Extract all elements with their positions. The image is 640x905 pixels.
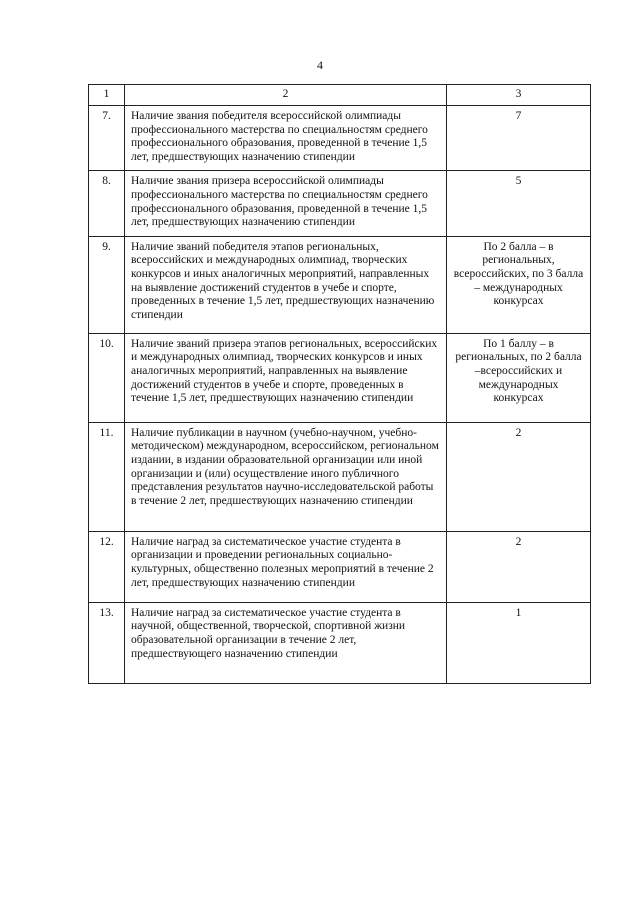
table-row <box>89 236 591 333</box>
criterion-score: 7 <box>447 106 591 171</box>
criterion-text: Наличие наград за систематическое участие студента в научной, общественной, творческой, спортивной жизни образовательной организации в течение 2 лет, предшествующего назначению стипендии <box>125 602 447 683</box>
row-number: 9. <box>89 236 125 333</box>
criterion-score: 2 <box>447 531 591 602</box>
row-number: 7. <box>89 106 125 171</box>
header-column-1: 1 <box>89 85 125 106</box>
row-number: 10. <box>89 333 125 422</box>
criterion-text: Наличие званий призера этапов региональных, всероссийских и международных олимпиад, творческих конкурсов и иных аналогичных мероприятий, направленных на выявление достижений студентов в учебе и спорте, проведенных в течение 1,5 лет, предшествующих назначению стипендии <box>125 333 447 422</box>
row-number: 8. <box>89 171 125 236</box>
criterion-text: Наличие звания победителя всероссийской олимпиады профессионального мастерства по специальностям среднего профессионального образования, проведенной в течение 1,5 лет, предшествующих назначению стипендии <box>125 106 447 171</box>
table-row <box>89 422 591 531</box>
criterion-score: 2 <box>447 422 591 531</box>
table-row <box>89 531 591 602</box>
row-number: 13. <box>89 602 125 683</box>
table-row <box>89 171 591 236</box>
page-number: 4 <box>317 58 323 72</box>
criteria-table <box>88 84 591 684</box>
header-column-3: 3 <box>447 85 591 106</box>
row-number: 11. <box>89 422 125 531</box>
table-row <box>89 333 591 422</box>
header-column-2: 2 <box>125 85 447 106</box>
table-header-row <box>89 85 591 106</box>
table-row <box>89 106 591 171</box>
criterion-score: 5 <box>447 171 591 236</box>
criterion-text: Наличие публикации в научном (учебно-научном, учебно-методическом) международном, всероссийском, региональном издании, в издании образовательной организации или иной организации и (или) осуществление иного публичного представления результатов научно-исследовательской работы в течение 2 лет, предшествующих назначению стипендии <box>125 422 447 531</box>
row-number: 12. <box>89 531 125 602</box>
criterion-text: Наличие наград за систематическое участие студента в организации и проведении региональных социально-культурных, общественно полезных мероприятий в течение 2 лет, предшествующих назначению стипендии <box>125 531 447 602</box>
table-row <box>89 602 591 683</box>
criterion-score: По 1 баллу – в региональных, по 2 балла –всероссийских и международных конкурсах <box>447 333 591 422</box>
criterion-score: По 2 балла – в региональных, всероссийских, по 3 балла – международных конкурсах <box>447 236 591 333</box>
criterion-text: Наличие звания призера всероссийской олимпиады профессионального мастерства по специальностям среднего профессионального образования, проведенной в течение 1,5 лет, предшествующих назначению стипендии <box>125 171 447 236</box>
criterion-text: Наличие званий победителя этапов региональных, всероссийских и международных олимпиад, творческих конкурсов и иных аналогичных мероприятий, направленных на выявление достижений студентов в учебе и спорте, проведенных в течение 1,5 лет, предшествующих назначению стипендии <box>125 236 447 333</box>
criterion-score: 1 <box>447 602 591 683</box>
